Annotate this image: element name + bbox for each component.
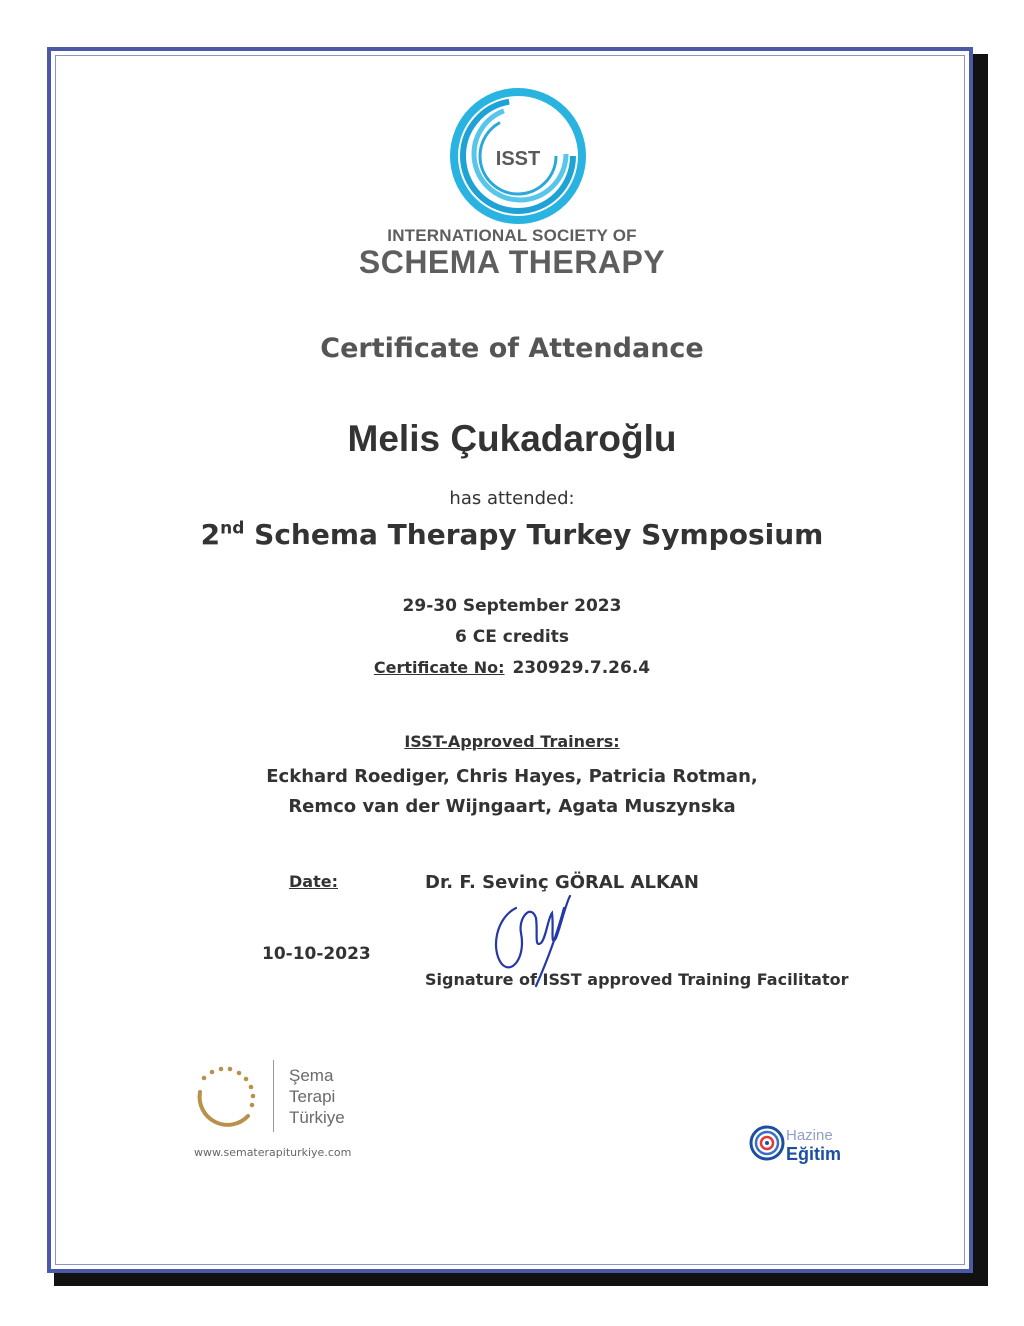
sema-logo-line3: Türkiye [289, 1108, 345, 1127]
event-ordinal-number: 2 [200, 518, 221, 551]
trainers-line2: Remco van der Wijngaart, Agata Muszynska [288, 796, 736, 817]
certificate-number-value: 230929.7.26.4 [512, 658, 651, 678]
isst-logo-text: ISST [495, 148, 541, 170]
ce-credits: 6 CE credits [455, 627, 569, 647]
sema-terapi-logo-mark [192, 1064, 262, 1134]
hazine-logo-mark [749, 1125, 785, 1161]
sema-logo-line2: Terapi [289, 1087, 336, 1106]
sema-logo-divider [273, 1060, 274, 1132]
event-title [0, 518, 1024, 551]
org-name-line1: INTERNATIONAL SOCIETY OF [387, 226, 637, 245]
sema-website-url: www.sematerapiturkiye.com [194, 1146, 352, 1159]
sema-logo-line1: Şema [289, 1066, 334, 1085]
event-name: Schema Therapy Turkey Symposium [254, 518, 824, 551]
trainers-line1: Eckhard Roediger, Chris Hayes, Patricia Rotman, [266, 766, 758, 787]
org-name-line2: SCHEMA THERAPY [358, 244, 666, 280]
certificate-number-label: Certificate No: [373, 658, 505, 677]
date-label: Date: [289, 872, 338, 891]
certificate-title: Certificate of Attendance [320, 333, 704, 364]
date-value: 10-10-2023 [262, 944, 371, 964]
trainers-label: ISST-Approved Trainers: [404, 732, 620, 751]
hazine-logo-bottom-text: Eğitim [786, 1144, 842, 1164]
certificate-number [0, 658, 1024, 678]
signature-caption: Signature of ISST approved Training Facilitator [425, 970, 849, 989]
event-dates: 29-30 September 2023 [402, 596, 622, 616]
hazine-logo-top-text: Hazine [786, 1127, 833, 1144]
event-ordinal-suffix: nd [220, 518, 245, 539]
recipient-name: Melis Çukadaroğlu [347, 418, 677, 459]
signer-name: Dr. F. Sevinç GÖRAL ALKAN [425, 872, 699, 893]
attended-text: has attended: [449, 488, 575, 509]
